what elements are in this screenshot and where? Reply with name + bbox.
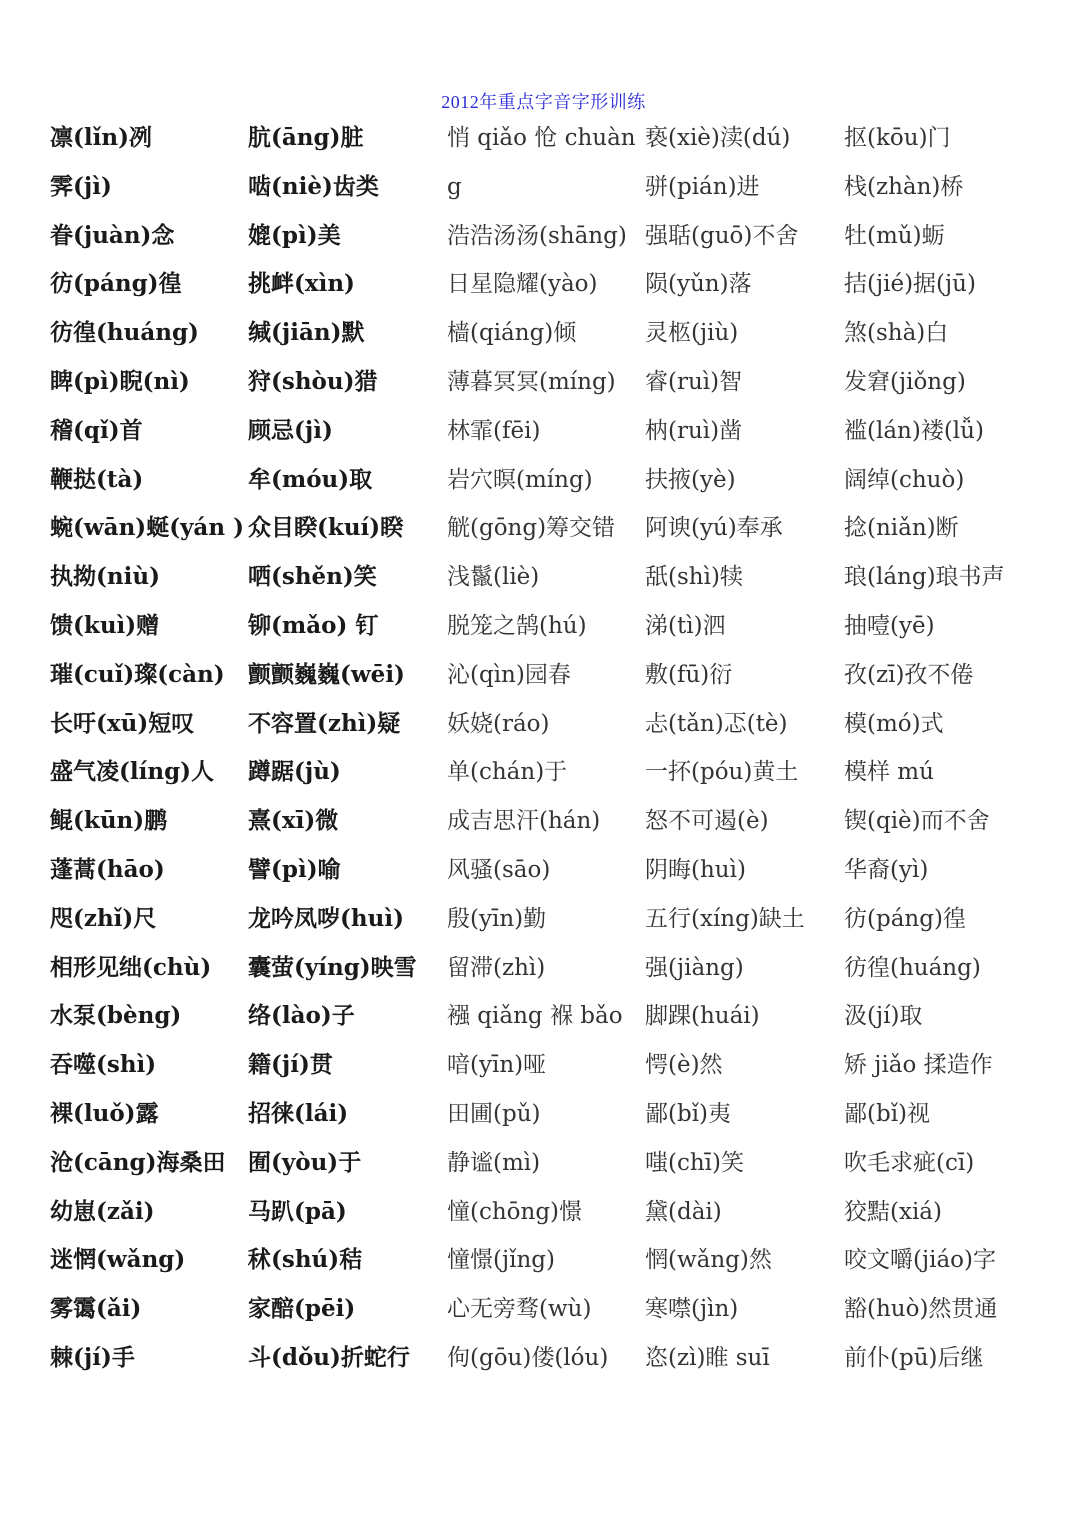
vocab-entry: 棘(jí)手 xyxy=(50,1343,135,1371)
vocab-entry: 幼崽(zǎi) xyxy=(50,1197,155,1225)
vocab-entry: 拮(jié)据(jū) xyxy=(844,271,976,298)
vocab-entry: 咫(zhǐ)尺 xyxy=(50,904,157,932)
vocab-entry: 抠(kōu)门 xyxy=(844,125,951,151)
vocab-entry: 狡黠(xiá) xyxy=(844,1198,942,1225)
vocab-entry: 咬文嚼(jiáo)字 xyxy=(844,1247,996,1274)
vocab-entry: 佝(gōu)偻(lóu) xyxy=(447,1344,609,1371)
vocab-entry: 哂(shěn)笑 xyxy=(248,563,377,591)
vocab-entry: 静谧(mì) xyxy=(447,1149,541,1176)
vocab-entry: 水泵(bèng) xyxy=(50,1002,182,1030)
vocab-entry: 璀(cuǐ)璨(càn) xyxy=(50,660,225,688)
vocab-entry: 敷(fū)衍 xyxy=(645,661,733,688)
vocab-entry: 沧(cāng)海桑田 xyxy=(50,1148,226,1176)
vocab-entry: g xyxy=(447,173,462,200)
vocab-entry: 吞噬(shì) xyxy=(50,1051,157,1079)
vocab-entry: 扶掖(yè) xyxy=(645,466,736,493)
vocab-entry: 鄙(bǐ)视 xyxy=(844,1100,931,1127)
vocab-entry: 褴(lán)褛(lǚ) xyxy=(844,417,984,444)
vocab-entry: 招徕(lái) xyxy=(248,1099,349,1127)
vocab-entry: 裸(luǒ)露 xyxy=(50,1099,159,1127)
vocab-entry: 沁(qìn)园春 xyxy=(447,661,571,688)
vocab-entry: 憧憬(jǐng) xyxy=(447,1247,555,1274)
vocab-entry: 彷(páng)徨 xyxy=(50,270,182,298)
vocab-entry: 颤颤巍巍(wēi) xyxy=(248,660,405,688)
vocab-entry: 铆(mǎo) 钉 xyxy=(248,611,379,639)
vocab-entry: 蹲踞(jù) xyxy=(248,758,341,786)
vocab-entry: 悄 qiǎo 怆 chuàn xyxy=(447,125,636,151)
vocab-entry: 籍(jí)贯 xyxy=(248,1051,333,1079)
vocab-entry: 襁 qiǎng 褓 bǎo xyxy=(447,1003,623,1030)
vocab-entry: 薄暮冥冥(míng) xyxy=(447,368,616,395)
vocab-entry: 彷徨(huáng) xyxy=(844,954,981,981)
vocab-entry: 嗤(chī)笑 xyxy=(645,1149,744,1176)
vocab-entry: 龙吟凤哕(huì) xyxy=(248,904,404,932)
vocab-entry: 强聒(guō)不舍 xyxy=(645,222,799,249)
vocab-entry: 雾霭(ǎi) xyxy=(50,1295,142,1323)
vocab-entry: 蓬蒿(hāo) xyxy=(50,855,165,883)
vocab-entry: 眷(juàn)念 xyxy=(50,221,175,249)
vocab-entry: 蜿(wān)蜒(yán ) xyxy=(50,514,244,542)
vocab-entry: 霁(jì) xyxy=(50,172,112,200)
vocab-entry: 顾忌(jì) xyxy=(248,416,333,444)
vocab-entry: 阴晦(huì) xyxy=(645,856,746,883)
vocab-entry: 斗(dǒu)折蛇行 xyxy=(248,1343,410,1371)
vocab-entry: 鄙(bǐ)夷 xyxy=(645,1100,732,1127)
vocab-entry: 骈(pián)进 xyxy=(645,173,760,200)
vocab-entry: 前仆(pū)后继 xyxy=(844,1344,984,1371)
vocab-entry: 络(lào)子 xyxy=(248,1002,355,1030)
vocab-entry: 舐(shì)犊 xyxy=(645,564,743,591)
vocab-entry: 脱笼之鹄(hú) xyxy=(447,612,587,639)
vocab-entry: 殷(yīn)勤 xyxy=(447,905,547,932)
vocab-entry: 囿(yòu)于 xyxy=(248,1148,362,1176)
vocab-entry: 涕(tì)泗 xyxy=(645,612,726,639)
vocab-entry: 阔绰(chuò) xyxy=(844,466,965,493)
vocab-entry: 觥(gōng)筹交错 xyxy=(447,515,616,542)
vocab-entry: 单(chán)于 xyxy=(447,759,568,786)
vocab-entry: 华裔(yì) xyxy=(844,856,929,883)
vocab-entry: 模(mó)式 xyxy=(844,710,944,737)
vocab-entry: 挑衅(xìn) xyxy=(248,270,355,298)
vocab-entry: 牡(mǔ)蛎 xyxy=(844,222,945,249)
vocab-entry: 媲(pì)美 xyxy=(248,221,341,249)
vocab-entry: 狩(shòu)猎 xyxy=(248,367,378,395)
vocab-entry: 盛气凌(líng)人 xyxy=(50,758,215,786)
vocab-entry: 相形见绌(chù) xyxy=(50,953,212,981)
vocab-entry: 灵柩(jiù) xyxy=(645,320,739,347)
vocab-entry: 亵(xiè)渎(dú) xyxy=(645,125,791,151)
vocab-entry: 凛(lǐn)冽 xyxy=(50,124,152,151)
vocab-entry: 肮(āng)脏 xyxy=(248,124,364,151)
vocab-entry: 发窘(jiǒng) xyxy=(844,368,966,395)
vocab-entry: 浩浩汤汤(shāng) xyxy=(447,222,627,249)
vocab-entry: 马趴(pā) xyxy=(248,1197,347,1225)
vocab-entry: 成吉思汗(hán) xyxy=(447,808,601,835)
vocab-entry: 豁(huò)然贯通 xyxy=(844,1296,998,1323)
vocab-entry: 锲(qiè)而不舍 xyxy=(844,808,990,835)
vocab-entry: 彷徨(huáng) xyxy=(50,319,199,347)
vocab-entry: 煞(shà)白 xyxy=(844,320,949,347)
vocab-entry: 风骚(sāo) xyxy=(447,856,551,883)
vocab-entry: 岩穴暝(míng) xyxy=(447,466,593,493)
vocab-entry: 五行(xíng)缺土 xyxy=(645,905,805,932)
vocab-entry: 彷(páng)徨 xyxy=(844,905,966,932)
vocab-entry: 惘(wǎng)然 xyxy=(645,1247,772,1274)
vocab-entry: 抽噎(yē) xyxy=(844,612,935,639)
vocab-entry: 妖娆(ráo) xyxy=(447,710,550,737)
vocab-entry: 恣(zì)睢 suī xyxy=(645,1344,770,1371)
vocab-entry: 田圃(pǔ) xyxy=(447,1100,541,1127)
vocab-entry: 缄(jiān)默 xyxy=(248,319,365,347)
vocab-entry: 忐(tǎn)忑(tè) xyxy=(645,710,788,737)
vocab-entry: 黛(dài) xyxy=(645,1198,722,1225)
vocab-entry: 馈(kuì)赠 xyxy=(50,611,160,639)
vocab-entry: 强(jiàng) xyxy=(645,954,744,981)
vocab-entry: 家醅(pēi) xyxy=(248,1295,356,1323)
vocab-entry: 栈(zhàn)桥 xyxy=(844,173,964,200)
vocab-entry: 汲(jí)取 xyxy=(844,1003,923,1030)
vocab-entry: 捻(niǎn)断 xyxy=(844,515,959,542)
vocab-entry: 樯(qiáng)倾 xyxy=(447,320,577,347)
vocab-entry: 日星隐耀(yào) xyxy=(447,271,598,298)
vocab-entry: 众目睽(kuí)睽 xyxy=(248,514,404,542)
vocab-entry: 长吁(xū)短叹 xyxy=(50,709,195,737)
vocab-entry: 牟(móu)取 xyxy=(248,465,373,493)
page-title: 2012年重点字音字形训练 xyxy=(441,92,646,112)
vocab-entry: 囊萤(yíng)映雪 xyxy=(248,953,417,981)
vocab-entry: 枘(ruì)凿 xyxy=(645,417,743,444)
vocab-entry: 矫 jiǎo 揉造作 xyxy=(844,1052,993,1079)
vocab-entry: 浅鬣(liè) xyxy=(447,564,540,591)
vocab-entry: 寒噤(jìn) xyxy=(645,1296,739,1323)
vocab-entry: 睿(ruì)智 xyxy=(645,368,743,395)
vocab-entry: 心无旁骛(wù) xyxy=(447,1296,592,1323)
vocab-entry: 秫(shú)秸 xyxy=(248,1246,363,1274)
vocab-entry: 林霏(fēi) xyxy=(447,417,541,444)
vocab-entry: 喑(yīn)哑 xyxy=(447,1052,547,1079)
vocab-entry: 迷惘(wǎng) xyxy=(50,1246,186,1274)
vocab-entry: 留滞(zhì) xyxy=(447,954,546,981)
vocab-entry: 熹(xī)微 xyxy=(248,807,339,835)
vocab-entry: 稽(qǐ)首 xyxy=(50,416,143,444)
vocab-entry: 憧(chōng)憬 xyxy=(447,1198,583,1225)
vocab-entry: 吹毛求疵(cī) xyxy=(844,1149,975,1176)
vocab-entry: 怒不可遏(è) xyxy=(645,808,769,835)
vocab-entry: 鞭挞(tà) xyxy=(50,465,144,493)
vocab-entry: 啮(niè)齿类 xyxy=(248,172,379,200)
vocab-entry: 执拗(niù) xyxy=(50,563,160,591)
vocab-entry: 愕(è)然 xyxy=(645,1052,723,1079)
vocab-entry: 模样 mú xyxy=(844,759,934,786)
vocab-entry: 脚踝(huái) xyxy=(645,1003,760,1030)
vocab-entry: 一抔(póu)黄土 xyxy=(645,759,799,786)
vocab-entry: 鲲(kūn)鹏 xyxy=(50,807,168,835)
vocab-entry: 琅(láng)琅书声 xyxy=(844,564,1005,591)
vocab-entry: 孜(zī)孜不倦 xyxy=(844,661,974,688)
vocabulary-grid xyxy=(50,114,1050,1383)
vocab-entry: 不容置(zhì)疑 xyxy=(248,709,401,737)
vocab-entry: 陨(yǔn)落 xyxy=(645,271,752,298)
vocab-entry: 睥(pì)睨(nì) xyxy=(50,367,190,395)
vocab-entry: 譬(pì)喻 xyxy=(248,855,341,883)
vocab-entry: 阿谀(yú)奉承 xyxy=(645,515,783,542)
